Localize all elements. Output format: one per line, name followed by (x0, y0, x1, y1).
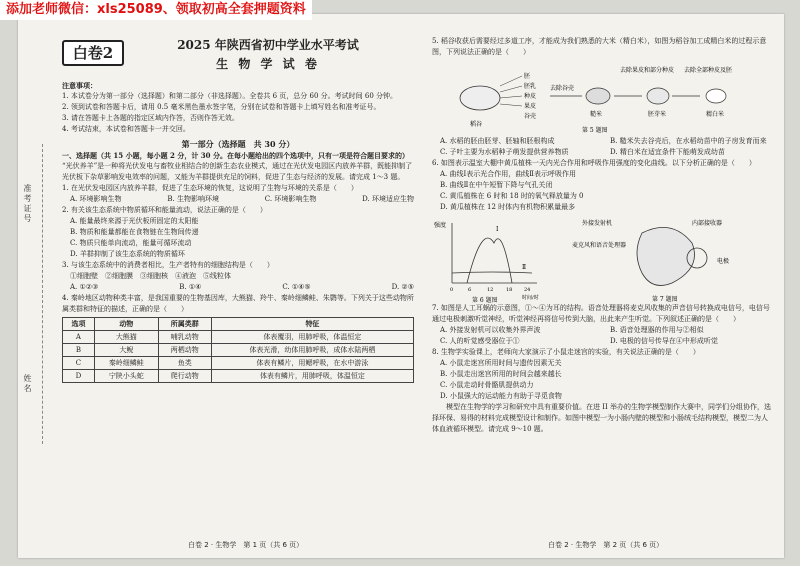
white-rice-shape (706, 89, 726, 103)
fig6-curve-chart (432, 213, 552, 303)
q3-option: C. ①④⑤ (282, 283, 311, 291)
fig5-step: 去除全部种皮及胚 (684, 67, 733, 74)
fig5-caption: 第 5 题图 (582, 127, 608, 134)
fig7-label: 内部接收器 (692, 220, 723, 227)
fig5-label-brown: 糙米 (590, 111, 603, 118)
curve-label: Ⅱ (522, 264, 527, 271)
table-cell: 大鲵 (94, 344, 158, 357)
brown-rice-shape (586, 88, 610, 104)
x-tick: 12 (487, 287, 494, 293)
fig5-label-grain: 稻谷 (470, 121, 483, 128)
table-row (63, 357, 414, 370)
table-cell: 哺乳动物 (158, 331, 211, 344)
table-cell: 两栖动物 (158, 344, 211, 357)
curve-respiration (452, 272, 532, 273)
table-cell: 鱼类 (158, 357, 211, 370)
curve-label: Ⅰ (496, 226, 499, 233)
notes-title: 注意事项： (62, 81, 97, 90)
table-cell: A (63, 331, 95, 344)
part1-heading: 第一部分（选择题 共 30 分） (181, 139, 295, 149)
q2-option: C. 物质只能单向流动，能量可循环流动 (70, 239, 192, 247)
fig7-caption: 第 7 题图 (652, 296, 678, 303)
fig7-cochlear-implant (572, 213, 752, 303)
q6-option: A. 曲线Ⅰ表示光合作用，曲线Ⅱ表示呼吸作用 (440, 170, 577, 178)
table-cell: 秦岭细鳞鲑 (94, 357, 158, 370)
q1-option: A. 环境影响生物 (70, 195, 122, 203)
q2-option: D. 羊群抑制了该生态系统的物质循环 (70, 250, 185, 258)
right-page (432, 36, 772, 435)
fig5-rice-process (432, 58, 772, 136)
q7-option: D. 电极的信号传导在④中形成听觉 (610, 337, 718, 345)
table-cell: 体表覆羽，用肺呼吸，体温恒定 (211, 331, 413, 344)
x-tick: 6 (468, 287, 472, 293)
q5-option: A. 水稻的胚由胚芽、胚轴和胚根构成 (440, 137, 555, 145)
q8-option: B. 小鼠走出迷宫所用的时间会越来越长 (440, 370, 562, 378)
table-cell: 大熊猫 (94, 331, 158, 344)
note-item: 1. 本试卷分为第一部分（选择题）和第二部分（非选择题）。全卷共 6 页，总分 60 分。考试时间 60 分钟。 (62, 92, 398, 100)
binding-label-id: 准考证号 (23, 184, 32, 224)
fig6-ylabel: 强度 (434, 222, 447, 229)
table-cell: B (63, 344, 95, 357)
question-2: 2. 有关该生态系统中物质循环和能量流动，说法正确的是（ ） (62, 206, 267, 214)
fig7-label: 麦克风和语音处理器 (572, 242, 627, 249)
fig5-label: 谷壳 (524, 113, 537, 120)
fig5-label: 果皮 (524, 103, 537, 110)
table-header-row (63, 318, 414, 331)
question-6: 6. 如图表示温室大棚中黄瓜植株一天内光合作用和呼吸作用强度的变化曲线。以下分析正确的是（ ） (432, 159, 756, 167)
q7-option: A. 外接发射机可以收集外界声波 (440, 326, 541, 334)
label-line (500, 76, 522, 86)
rice-grain-shape (460, 86, 500, 110)
footer-left: 白卷 2 · 生物学 第 1 页（共 6 页） (188, 541, 304, 549)
question-8: 8. 生物学实验课上，老师向大家演示了小鼠走迷宫的实验，有关说法正确的是（ ） (432, 348, 700, 356)
q7-option: B. 语音处理器的作用与②相似 (610, 326, 704, 334)
table-cell: 宁陕小头蛇 (94, 370, 158, 383)
animal-table (62, 317, 414, 383)
table-row (63, 344, 414, 357)
exam-title: 2025 年陕西省初中学业水平考试 (177, 38, 359, 52)
x-tick: 24 (524, 287, 531, 293)
table-cell: 体表光滑，幼体用肺呼吸，成体水陆两栖 (211, 344, 413, 357)
q1-option: C. 环境影响生物 (264, 195, 317, 203)
table-header: 动物 (94, 318, 158, 331)
fig5-step: 去除果皮和部分种皮 (620, 67, 675, 74)
fig5-label: 种皮 (524, 93, 537, 100)
q2-option: A. 能量最终来源于光伏板所固定的太阳能 (70, 217, 199, 225)
fig5-label: 胚 (524, 73, 531, 80)
q5-option: B. 糙米失去谷壳后，在水稻幼苗中的子房发育而来 (610, 137, 767, 145)
fig6-xlabel: 时间/时 (522, 295, 539, 301)
table-cell: 体表有鳞片，用肺呼吸，体温恒定 (211, 370, 413, 383)
table-header: 所属类群 (158, 318, 211, 331)
table-header: 特征 (211, 318, 413, 331)
q1-option: B. 生物影响环境 (167, 195, 219, 203)
curve-photosynthesis (467, 238, 512, 283)
intro-9-10: 模型在生物学的学习和研究中具有重要价值。在进 II 举办的生物学模型制作大赛中，同学们分组协作，选择环保、易得的材料完成模型设计和制作。如图中模型一为小肠内壁的模型和小肠绒毛结构模型，模型二为人体血液循环模型。请完成 9～10 题。 (432, 403, 771, 433)
fig6-caption: 第 6 题图 (472, 297, 498, 303)
q7-option: C. 人的听觉感受器位于① (440, 337, 520, 345)
note-item: 2. 领到试卷和答题卡后，请用 0.5 毫米黑色墨水签字笔，分别在试卷和答题卡上填写姓名和准考证号。 (62, 103, 381, 111)
q5-option: D. 精白米在适宜条件下能萌发成幼苗 (610, 148, 725, 156)
table-row (63, 331, 414, 344)
question-3: 3. 与该生态系统中的消费者相比，生产者特有的细胞结构是（ ） (62, 261, 274, 269)
left-page (62, 36, 414, 383)
question-1: 1. 在光伏发电园区内放养羊群，促进了生态环境的恢复，这说明了生物与环境的关系是（ ） (62, 184, 358, 192)
table-row (63, 370, 414, 383)
table-cell: C (63, 357, 95, 370)
exam-sheet (18, 14, 784, 558)
q8-option: C. 小鼠走动时骨骼肌提供动力 (440, 381, 534, 389)
binding-margin (18, 144, 43, 444)
fig5-label-white: 精白米 (706, 111, 725, 118)
q6-option: D. 黄瓜植株在 12 时体内有机物积累量最多 (440, 203, 576, 211)
exam-subtitle: 生 物 学 试 卷 (216, 57, 320, 71)
germ-rice-shape (647, 88, 669, 104)
question-4: 4. 秦岭地区动物种类丰富，是我国重要的生物基因库，大熊猫、羚牛、秦岭细鳞鲑、朱鹮等。下列关于这些动物所属类群和特征的描述，正确的是（ ） (62, 294, 414, 313)
label-line (500, 104, 522, 106)
watermark-banner: 添加老师微信：xls25089、领取初高全套押题资料 (0, 0, 312, 20)
q3-option: B. ①④ (179, 283, 202, 291)
table-cell: 体表有鳞片，用鳃呼吸，在水中游泳 (211, 357, 413, 370)
x-tick: 18 (506, 287, 513, 293)
q3-option: D. ②⑤ (391, 283, 414, 291)
fig5-step: 去除谷壳 (550, 85, 575, 92)
table-header: 选项 (63, 318, 95, 331)
note-item: 4. 考试结束，本试卷和答题卡一并交回。 (62, 125, 190, 133)
question-5: 5. 稻谷收获后需要经过多道工序，才能成为我们熟悉的大米（精白米），如图为稻谷加工成精白米的过程示意图，下列说法正确的是（ ） (432, 37, 767, 56)
binding-label-name: 姓名 (23, 374, 32, 394)
label-line (500, 96, 522, 98)
q6-option: B. 曲线Ⅱ在中午短暂下降与气孔关闭 (440, 181, 553, 189)
fig5-label: 胚乳 (524, 83, 537, 90)
question-7: 7. 如图是人工耳蜗的示意图，①～④为耳的结构。语音处理器将麦克风收集的声音信号转换成电信号，电信号通过电极刺激听觉神经，听觉神经再将信号传到大脑，出此来产生听觉。下列叙述正确的是（ ） (432, 304, 770, 323)
x-tick: 0 (450, 287, 454, 293)
q8-option: A. 小鼠走迷宫所用时间与遗传因素无关 (440, 359, 562, 367)
intro-paragraph: “光伏养羊”是一种将光伏发电与畜牧业相结合的创新生态农业模式，通过在光伏发电园区内放养羊群，既能抑制了光伏板下杂草影响发电效率的问题，又能为羊群提供充足的饲料，促进了生态与经济的发展。请完成 1～3 题。 (62, 162, 413, 181)
ear-shape (637, 227, 695, 285)
fig7-label: 电极 (717, 258, 730, 265)
fig7-label: 外接发射机 (582, 220, 613, 227)
q2-option: B. 物质和能量都能在食物链在生物间传递 (70, 228, 199, 236)
q3-option: A. ①②③ (70, 283, 99, 291)
q1-option: D. 环境适应生物 (362, 195, 414, 203)
label-line (500, 86, 522, 92)
q5-option: C. 子叶主要为水稻种子萌发提供营养物质 (440, 148, 569, 156)
q3-structures: ①细胞壁 ②细胞膜 ③细胞核 ④液泡 ⑤线粒体 (70, 272, 231, 280)
fig5-label-germ: 胚芽米 (648, 111, 667, 118)
paper-badge: 白卷2 (62, 40, 124, 66)
table-cell: D (63, 370, 95, 383)
note-item: 3. 请在答题卡上各题的指定区域内作答，否则作答无效。 (62, 114, 239, 122)
footer-right: 白卷 2 · 生物学 第 2 页（共 6 页） (548, 541, 664, 549)
q6-option: C. 黄瓜植株在 6 时和 18 时的氧气释放量为 0 (440, 192, 584, 200)
section1-heading: 一、选择题（共 15 小题，每小题 2 分，计 30 分。在每小题给出的四个选项中，只有一项是符合题目要求的） (62, 151, 409, 160)
q8-option: D. 小鼠强大的运动能力有助于寻觅食物 (440, 392, 562, 400)
table-cell: 爬行动物 (158, 370, 211, 383)
